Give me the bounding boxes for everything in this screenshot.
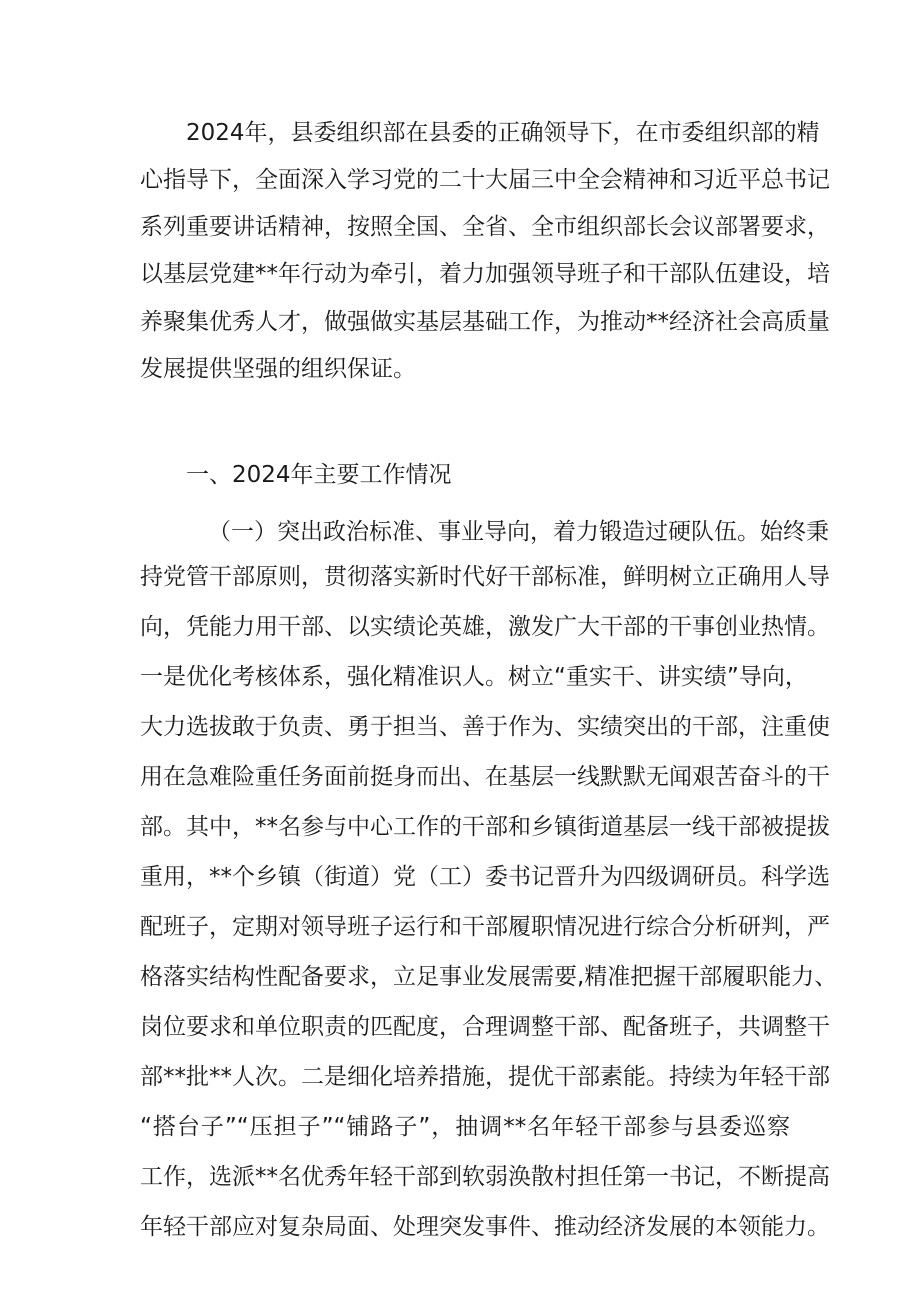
intro-line-3: 系列重要讲话精神，按照全国、全省、全市组织部长会议部署要求， — [140, 214, 830, 240]
intro-line-6: 发展提供坚强的组织保证。 — [140, 356, 416, 382]
intro-line-2: 心指导下，全面深入学习党的二十大届三中全会精神和习近平总书记 — [140, 167, 830, 193]
body-line-2: 持党管干部原则，贯彻落实新时代好干部标准，鲜明树立正确用人导 — [140, 564, 830, 590]
body-line-12: 部**批**人次。二是细化培养措施，提优干部素能。持续为年轻干部 — [140, 1064, 830, 1090]
body-line-11: 岗位要求和单位职责的匹配度，合理调整干部、配备班子，共调整干 — [140, 1014, 830, 1040]
body-line-1: （一）突出政治标准、事业导向，着力锻造过硬队伍。始终秉 — [208, 519, 829, 545]
body-line-10: 格落实结构性配备要求，立足事业发展需要,精准把握干部履职能力、 — [140, 964, 838, 990]
body-line-4: 一是优化考核体系，强化精准识人。树立“重实干、讲实绩”导向， — [140, 664, 808, 690]
intro-line-5: 养聚集优秀人才，做强做实基层基础工作，为推动**经济社会高质量 — [140, 309, 830, 335]
body-line-8: 重用，**个乡镇（街道）党（工）委书记晋升为四级调研员。科学选 — [140, 864, 830, 890]
body-line-15: 年轻干部应对复杂局面、处理突发事件、推动经济发展的本领能力。 — [140, 1214, 830, 1240]
section-heading: 一、2024年主要工作情况 — [186, 462, 452, 488]
intro-line-1: 2024年，县委组织部在县委的正确领导下，在市委组织部的精 — [186, 120, 820, 146]
body-line-9: 配班子，定期对领导班子运行和干部履职情况进行综合分析研判，严 — [140, 914, 830, 940]
body-line-5: 大力选拔敢于负责、勇于担当、善于作为、实绩突出的干部，注重使 — [140, 714, 830, 740]
body-line-7: 部。其中，**名参与中心工作的干部和乡镇街道基层一线干部被提拔 — [140, 814, 830, 840]
body-line-3: 向，凭能力用干部、以实绩论英雄，激发广大干部的干事创业热情。 — [140, 614, 830, 640]
body-line-6: 用在急难险重任务面前挺身而出、在基层一线默默无闻艰苦奋斗的干 — [140, 764, 830, 790]
intro-line-4: 以基层党建**年行动为牵引，着力加强领导班子和干部队伍建设，培 — [140, 261, 830, 287]
body-line-13: “搭台子”“压担子”“铺路子”，抽调**名年轻干部参与县委巡察 — [140, 1114, 790, 1140]
body-line-14: 工作，选派**名优秀年轻干部到软弱涣散村担任第一书记，不断提高 — [140, 1164, 830, 1190]
